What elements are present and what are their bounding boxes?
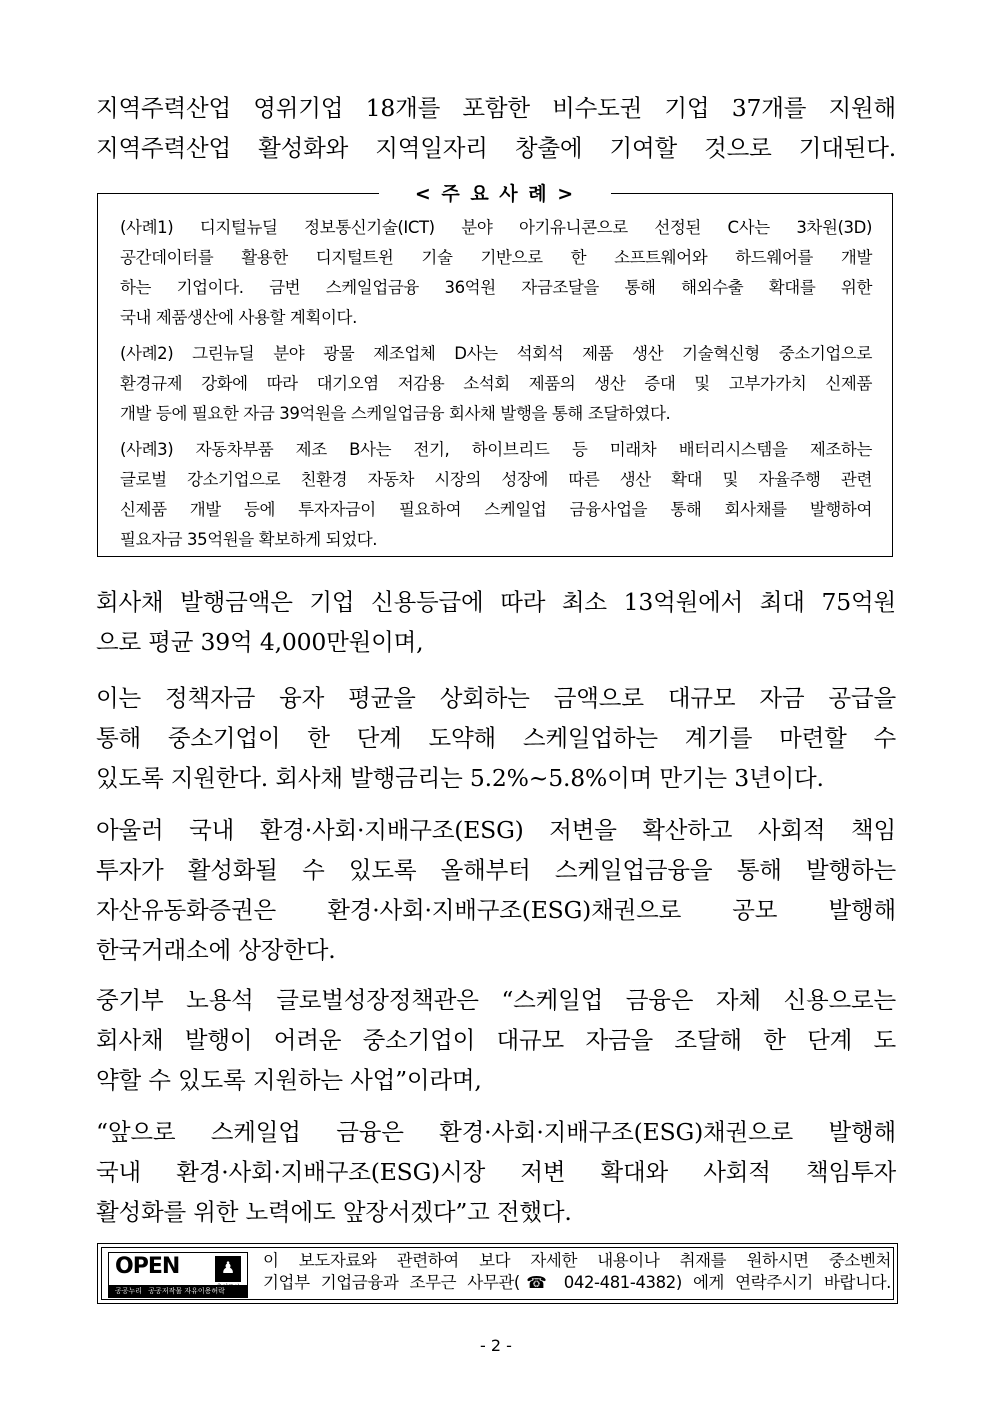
case-1 bbox=[120, 213, 872, 333]
contact-line: 기업부 기업금융과 조무근 사무관(☎ 042-481-4382) 에게 연락주시기 바랍니다. bbox=[263, 1273, 891, 1292]
paragraph-line: 중기부 노용석 글로벌성장정책관은 “스케일업 금융은 자체 신용으로는 bbox=[96, 986, 896, 1014]
case-line: 하는 기업이다. 금번 스케일업금융 36억원 자금조달을 통해 해외수출 확대를 위한 bbox=[120, 278, 872, 297]
paragraph-line: 자산유동화증권은 환경·사회·지배구조(ESG)채권으로 공모 발행해 bbox=[96, 896, 896, 924]
case-3 bbox=[120, 435, 872, 555]
paragraph-line: 국내 환경·사회·지배구조(ESG)시장 저변 확대와 사회적 책임투자 bbox=[96, 1158, 896, 1186]
intro-line: 지역주력산업 활성화와 지역일자리 창출에 기여할 것으로 기대된다. bbox=[96, 134, 896, 162]
paragraph-line: 회사채 발행이 어려운 중소기업이 대규모 자금을 조달해 한 단계 도 bbox=[96, 1026, 896, 1054]
paragraph-line: 한국거래소에 상장한다. bbox=[96, 936, 336, 964]
open-logo-text: OPEN bbox=[115, 1254, 180, 1279]
case-line: 신제품 개발 등에 투자자금이 필요하여 스케일업 금융사업을 통해 회사채를 발행하여 bbox=[120, 500, 872, 519]
open-logo-bar-left: 공공누리 bbox=[115, 1287, 143, 1295]
case-line: 필요자금 35억원을 확보하게 되었다. bbox=[120, 530, 378, 549]
open-logo-bar bbox=[109, 1285, 247, 1297]
paragraph-policy-fund bbox=[96, 678, 896, 798]
paragraph-quote-2 bbox=[96, 1112, 896, 1232]
paragraph-line: 투자가 활성화될 수 있도록 올해부터 스케일업금융을 통해 발행하는 bbox=[96, 856, 896, 884]
case-line: (사례2) 그린뉴딜 분야 광물 제조업체 D사는 석회석 제품 생산 기술혁신형 중소기업으로 bbox=[120, 344, 872, 363]
paragraph-line: 아울러 국내 환경·사회·지배구조(ESG) 저변을 확산하고 사회적 책임 bbox=[96, 816, 896, 844]
case-line: 국내 제품생산에 사용할 계획이다. bbox=[120, 308, 357, 327]
case-2 bbox=[120, 339, 872, 429]
paragraph-line: 약할 수 있도록 지원하는 사업”이라며, bbox=[96, 1066, 482, 1094]
paragraph-line: 으로 평균 39억 4,000만원이며, bbox=[96, 628, 424, 656]
page-number: - 2 - bbox=[480, 1336, 512, 1355]
contact-line: 이 보도자료와 관련하여 보다 자세한 내용이나 취재를 원하시면 중소벤처 bbox=[263, 1251, 891, 1270]
paragraph-line: 활성화를 위한 노력에도 앞장서겠다”고 전했다. bbox=[96, 1198, 572, 1226]
case-line: 공간데이터를 활용한 디지털트윈 기술 기반으로 한 소프트웨어와 하드웨어를 개발 bbox=[120, 248, 872, 267]
case-line: 글로벌 강소기업으로 친환경 자동차 시장의 성장에 따른 생산 확대 및 자율주행 관련 bbox=[120, 470, 872, 489]
paragraph-quote-1 bbox=[96, 980, 896, 1100]
case-line: (사례3) 자동차부품 제조 B사는 전기, 하이브리드 등 미래차 배터리시스템을 제조하는 bbox=[120, 440, 872, 459]
paragraph-line: “앞으로 스케일업 금융은 환경·사회·지배구조(ESG)채권으로 발행해 bbox=[96, 1118, 896, 1146]
open-logo-bar-right: 공공저작물 자유이용허락 bbox=[148, 1287, 225, 1295]
person-icon: ♟ bbox=[215, 1256, 241, 1282]
intro-paragraph bbox=[96, 88, 896, 168]
case-line: 개발 등에 필요한 자금 39억원을 스케일업금융 회사채 발행을 통해 조달하였다. bbox=[120, 404, 671, 423]
cases-box-title: < 주 요 사 례 > bbox=[379, 180, 611, 208]
contact-text bbox=[263, 1250, 891, 1294]
paragraph-line: 통해 중소기업이 한 단계 도약해 스케일업하는 계기를 마련할 수 bbox=[96, 724, 896, 752]
case-line: (사례1) 디지털뉴딜 정보통신기술(ICT) 분야 아기유니콘으로 선정된 C사는 3차원(3D) bbox=[120, 218, 872, 237]
paragraph-line: 회사채 발행금액은 기업 신용등급에 따라 최소 13억원에서 최대 75억원 bbox=[96, 588, 896, 616]
paragraph-line: 이는 정책자금 융자 평균을 상회하는 금액으로 대규모 자금 공급을 bbox=[96, 684, 896, 712]
paragraph-bond-amount bbox=[96, 582, 896, 662]
paragraph-esg bbox=[96, 810, 896, 970]
kogl-open-logo bbox=[108, 1252, 248, 1298]
case-line: 환경규제 강화에 따라 대기오염 저감용 소석회 제품의 생산 증대 및 고부가가치 신제품 bbox=[120, 374, 872, 393]
paragraph-line: 있도록 지원한다. 회사채 발행금리는 5.2%~5.8%이며 만기는 3년이다. bbox=[96, 764, 824, 792]
intro-line: 지역주력산업 영위기업 18개를 포함한 비수도권 기업 37개를 지원해 bbox=[96, 94, 896, 122]
